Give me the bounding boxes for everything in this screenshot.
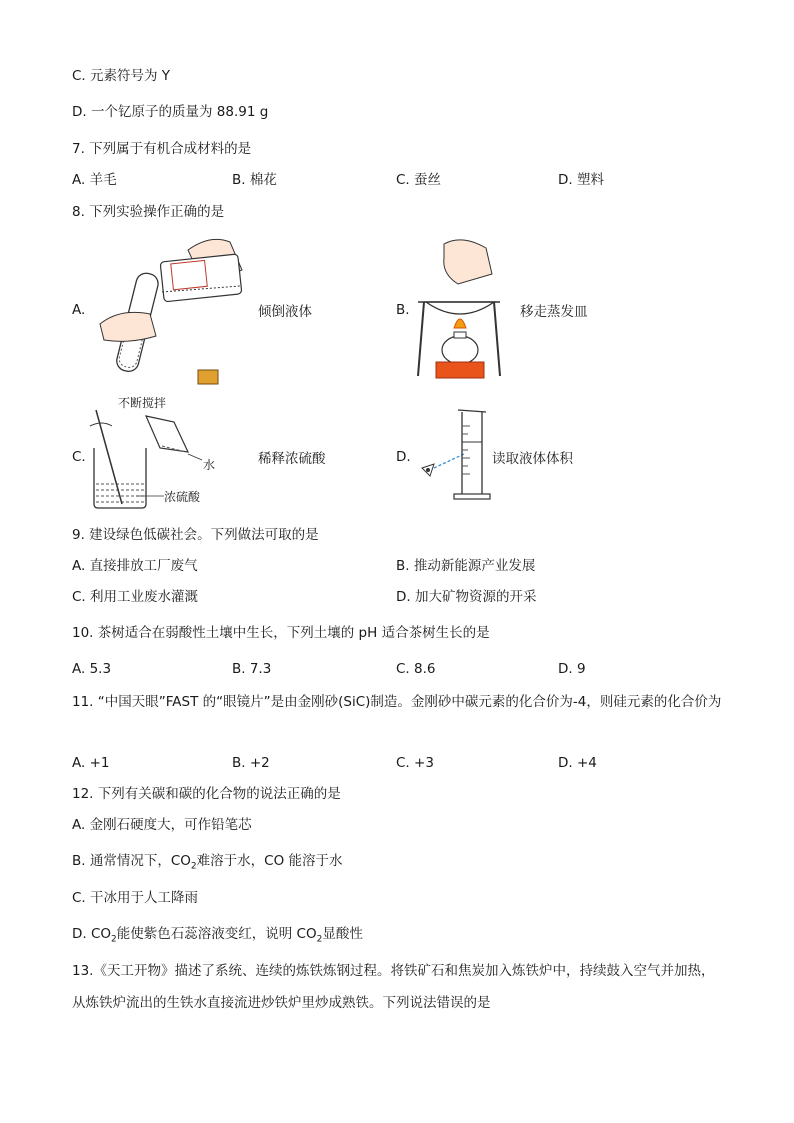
- q9-stem: 9. 建设绿色低碳社会。下列做法可取的是: [72, 527, 319, 543]
- q7-stem: 7. 下列属于有机合成材料的是: [72, 141, 252, 157]
- q7-option-a: A. 羊毛: [72, 172, 117, 188]
- q9-option-c: C. 利用工业废水灌溉: [72, 589, 199, 605]
- q8-option-b-letter: B.: [396, 302, 410, 318]
- q8-option-d-caption: 读取液体体积: [492, 451, 573, 467]
- pouring-liquid-figure: [100, 232, 250, 392]
- q7-option-d: D. 塑料: [558, 172, 604, 188]
- graduated-cylinder-figure: [418, 406, 498, 502]
- q10-stem: 10. 茶树适合在弱酸性土壤中生长，下列土壤的 pH 适合茶树生长的是: [72, 625, 490, 641]
- evaporating-dish-figure: [414, 238, 504, 380]
- q7-option-b: B. 棉花: [232, 172, 277, 188]
- diluting-acid-figure: [88, 408, 214, 510]
- q7-option-c: C. 蚕丝: [396, 172, 442, 188]
- acid-label: 浓硫酸: [164, 490, 201, 504]
- q8-option-b-caption: 移走蒸发皿: [520, 304, 588, 320]
- q11-stem: 11. “中国天眼”FAST 的“眼镜片”是由金刚砂(SiC)制造。金刚砂中碳元素的化合价为-4，则硅元素的化合价为: [72, 694, 722, 710]
- q9-option-b: B. 推动新能源产业发展: [396, 558, 536, 574]
- q6-option-d: D. 一个钇原子的质量为 88.91 g: [72, 104, 269, 120]
- q9-option-a: A. 直接排放工厂废气: [72, 558, 198, 574]
- q10-option-a: A. 5.3: [72, 661, 112, 677]
- q10-option-b: B. 7.3: [232, 661, 272, 677]
- q8-option-d-letter: D.: [396, 449, 411, 465]
- q11-option-c: C. +3: [396, 755, 434, 771]
- q6-option-c: C. 元素符号为 Y: [72, 68, 171, 84]
- q8-option-c-caption: 稀释浓硫酸: [258, 451, 326, 467]
- q12-option-d: D. $CO_2$能使紫色石蕊溶液变红，说明 $CO_2$显酸性: [72, 926, 363, 945]
- q8-option-c-letter: C.: [72, 449, 86, 465]
- water-label: 水: [203, 458, 216, 472]
- q8-option-a-caption: 倾倒液体: [258, 304, 312, 320]
- stir-label: 不断搅拌: [118, 396, 167, 410]
- q10-option-d: D. 9: [558, 661, 586, 677]
- q9-option-d: D. 加大矿物资源的开采: [396, 589, 537, 605]
- q13-stem: 13.《天工开物》描述了系统、连续的炼铁炼钢过程。将铁矿石和焦炭加入炼铁炉中，持续鼓入空气并加热，从炼铁炉流出的生铁水直接流进炒铁炉里炒成熟铁。下列说法错误的是: [72, 963, 715, 1011]
- q12-option-a: A. 金刚石硬度大，可作铅笔芯: [72, 817, 252, 833]
- q12-option-b: B. 通常情况下，$CO_2$难溶于水，CO 能溶于水: [72, 853, 343, 872]
- q11-option-d: D. +4: [558, 755, 597, 771]
- q12-stem: 12. 下列有关碳和碳的化合物的说法正确的是: [72, 786, 341, 802]
- q11-option-a: A. +1: [72, 755, 110, 771]
- q11-option-b: B. +2: [232, 755, 270, 771]
- q8-option-a-letter: A.: [72, 302, 86, 318]
- q10-option-c: C. 8.6: [396, 661, 436, 677]
- q8-stem: 8. 下列实验操作正确的是: [72, 204, 225, 220]
- q12-option-c: C. 干冰用于人工降雨: [72, 890, 199, 906]
